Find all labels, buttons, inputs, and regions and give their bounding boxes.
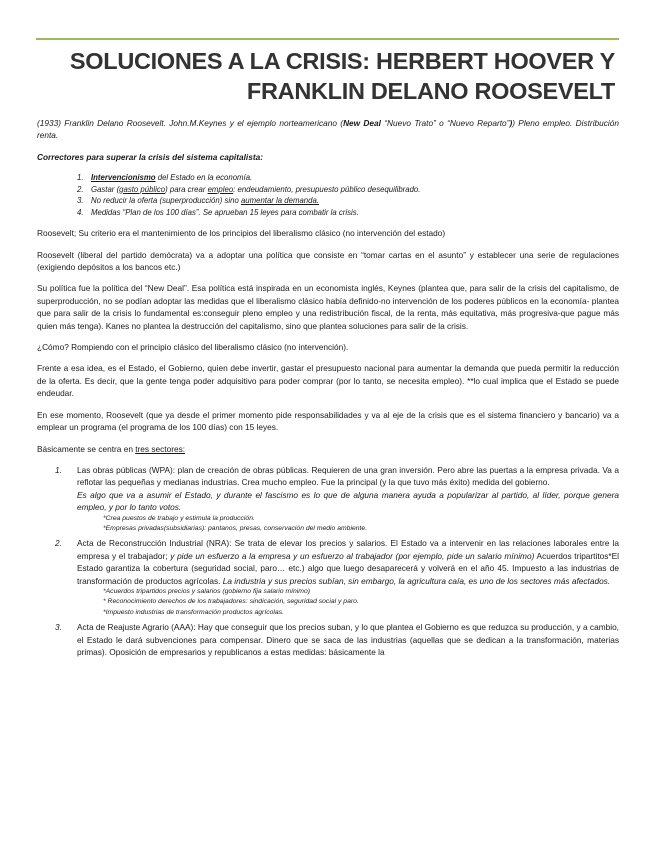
intro-text-d: ) Pleno empleo. Distribución renta. [37, 118, 619, 141]
list-item: 1. Intervencionismo del Estado en la economía. [77, 173, 253, 183]
paragraph-programa: En ese momento, Roosevelt (que ya desde el primer momento pide responsabilidades y va al eje de la crisis que es el sistema financiero y bancario) va a emplear un programa (el programa de los 100 días) con 15 leyes. [37, 409, 619, 433]
correctores-list [77, 172, 619, 218]
paragraph-new-deal: Su política fue la política del “New Deal”. Esa política está inspirada en un economista inglés, Keynes (plantea que, para salir de la crisis del capitalismo, de superproducción, no se podían adoptar las medidas que el liberalismo clásico había definido-no intervención de los poderes públicos en la economía- plantea que para salir de la crisis lo fundamental es:conseguir pleno empleo y una redistribución fiscal, de la renta, más equitativa, más progresiva-que pague más quien más tenga). Kanes no plantea la destrucción del capitalismo, sino que plantea soluciones para salir de la crisis. [37, 283, 619, 331]
sector-note: *Crea puestos de trabajo y estimula la producción. [103, 514, 255, 522]
sector-text: Acta de Reajuste Agrario (AAA): Hay que conseguir que los precios suban, y lo que plantea el Gobierno es que reduzca su producción, y a cambio, el Estado le dará subvenciones para compensar. Dinero que se saca de las industrias (aquellas que se dedican a la transformación, materias primas). Oposición de empresarios y republicanos a estas medidas: básicamente la [77, 622, 619, 657]
sector-item-nra: 2. Acta de Reconstrucción Industrial (NRA): Se trata de elevar los precios y salarios. El Estado va a intervenir en las relaciones laborales entre la empresa y el trabajador; y pide un esfuerzo a la empresa y un esfuerzo al trabajador (por ejemplo, pide un salario mínimo) Acuerdos tripartitos*El Estado garantiza la cobertura (seguridad social, paro… etc.) algo que luego desaparecerá y volverá en el año 45. Impuesto a las industrias de transformación de productos agrícolas. La industria y sus precios subían, sin embargo, la agricultura caía, es uno de los sectores más afectados. *Acuerdos tripartidos precios y salarios (gobierno fija salario mínimo) * Reconocimiento derechos de los trabajadores: sindicación, seguridad social y paro. *Impuesto industrias de transformación productos agrícolas. [55, 537, 619, 618]
paragraph-estado: Frente a esa idea, es el Estado, el Gobierno, quien debe invertir, gastar el presupuesto nacional para aumentar la demanda que pueda permitir la reducción de la oferta. Es decir, que la gente tenga poder adquisitivo para poder comprar (por lo tanto, se necesita empleo). **lo cual implica que el Estado se puede endeudar. [37, 363, 619, 399]
sectors-list [55, 464, 619, 659]
paragraph-sectores: Básicamente se centra en tres sectores: [37, 443, 186, 454]
paragraph-como: ¿Cómo? Rompiendo con el principio clásico del liberalismo clásico (no intervención). [37, 342, 349, 353]
list-item: 3. No reducir la oferta (superproducción) sino aumentar la demanda. [77, 196, 319, 206]
sector-item-obras: 1. Las obras públicas (WPA): plan de creación de obras públicas. Requieren de una gran inversión. Pero abre las puertas a la empresa privada. Va a reflotar las pequeñas y medianas industrias. Crea mucho empleo. Fue la principal (y la que tuvo más éxito) medida del gobierno. Es algo que va a asumir el Estado, y durante el fascismo es lo que de alguna manera ayuda a popularizar al partido, al líder, porque genera empleo, y por lo tanto votos. *Crea puestos de trabajo y estimula la producción. *Empresas privadas(subsidiarias): pantanos, presas, conservación del medio ambiente. [55, 464, 619, 534]
sector-item-aaa: 3. Acta de Reajuste Agrario (AAA): Hay que conseguir que los precios suban, y lo que plantea el Gobierno es que reduzca su producción, y a cambio, el Estado le dará subvenciones para compensar. Dinero que se saca de las industrias (aquellas que se dedican a la transformación, materias primas). Oposición de empresarios y republicanos a estas medidas: básicamente la [55, 622, 619, 657]
correctores-heading: Correctores para superar la crisis del sistema capitalista: [37, 151, 263, 162]
intro-text-a: (1933) Franklin Delano Roosevelt. John.M.Keynes y el ejemplo norteamericano ( [37, 118, 344, 128]
sector-text: Las obras públicas (WPA): plan de creación de obras públicas. Requieren de una gran inversión. Pero abre las puertas a la empresa privada. Va a reflotar las pequeñas y medianas industrias. Crea mucho empleo. Fue la principal (y la que tuvo más éxito) medida del gobierno. [77, 464, 619, 488]
sector-note: *Impuesto industrias de transformación productos agrícolas. [103, 608, 284, 616]
intro-text-c: “Nuevo Trato” o “Nuevo Reparto” [380, 118, 510, 128]
sector-note: * Reconocimiento derechos de los trabajadores: sindicación, seguridad social y paro. [103, 598, 359, 606]
paragraph-roosevelt: Roosevelt (liberal del partido demócrata) va a adoptar una política que consiste en “tomar cartas en el asunto” y establecer una serie de regulaciones (exigiendo depósitos a los bancos etc.) [37, 249, 619, 273]
sector-text: Acta de Reconstrucción Industrial (NRA): Se trata de elevar los precios y salarios. El Estado va a intervenir en las relaciones laborales entre la empresa y el trabajador; y pide un esfuerzo a la empresa y un esfuerzo al trabajador (por ejemplo, pide un salario mínimo) Acuerdos tripartitos*El Estado garantiza la cobertura (seguridad social, paro… etc.) algo que luego desaparecerá y volverá en el año 45. Impuesto a las industrias de transformación de productos agrícolas. La industria y sus precios subían, sin embargo, la agricultura caía, es uno de los sectores más afectados. [77, 538, 620, 586]
page-title: SOLUCIONES A LA CRISIS: HERBERT HOOVER Y FRANKLIN DELANO ROOSEVELT [69, 48, 615, 104]
sector-italic: Es algo que va a asumir el Estado, y durante el fascismo es lo que de alguna manera ayuda a popularizar al partido, al líder, porque genera empleo, y por lo tanto votos. [77, 489, 619, 513]
paragraph-criterio: Roosevelt; Su criterio era el mantenimiento de los principios del liberalismo clásico (no intervención del estado) [37, 228, 446, 239]
list-item: 4. Medidas “Plan de los 100 días”. Se aprueban 15 leyes para combatir la crisis. [77, 207, 359, 217]
intro-paragraph: (1933) Franklin Delano Roosevelt. John.M.Keynes y el ejemplo norteamericano (New Deal “Nuevo Trato” o “Nuevo Reparto”)) Pleno empleo. Distribución renta. [37, 118, 619, 141]
sector-note: *Empresas privadas(subsidiarias): pantanos, presas, conservación del medio ambiente. [103, 524, 368, 532]
intro-new-deal: New Deal [343, 118, 381, 128]
sector-note: *Acuerdos tripartidos precios y salarios (gobierno fija salario mínimo) [103, 587, 311, 595]
header-rule [36, 38, 619, 40]
document-body [37, 117, 619, 661]
list-item: 2. Gastar (gasto público) para crear empleo: endeudamiento, presupuesto público desequilibrado. [77, 184, 421, 194]
